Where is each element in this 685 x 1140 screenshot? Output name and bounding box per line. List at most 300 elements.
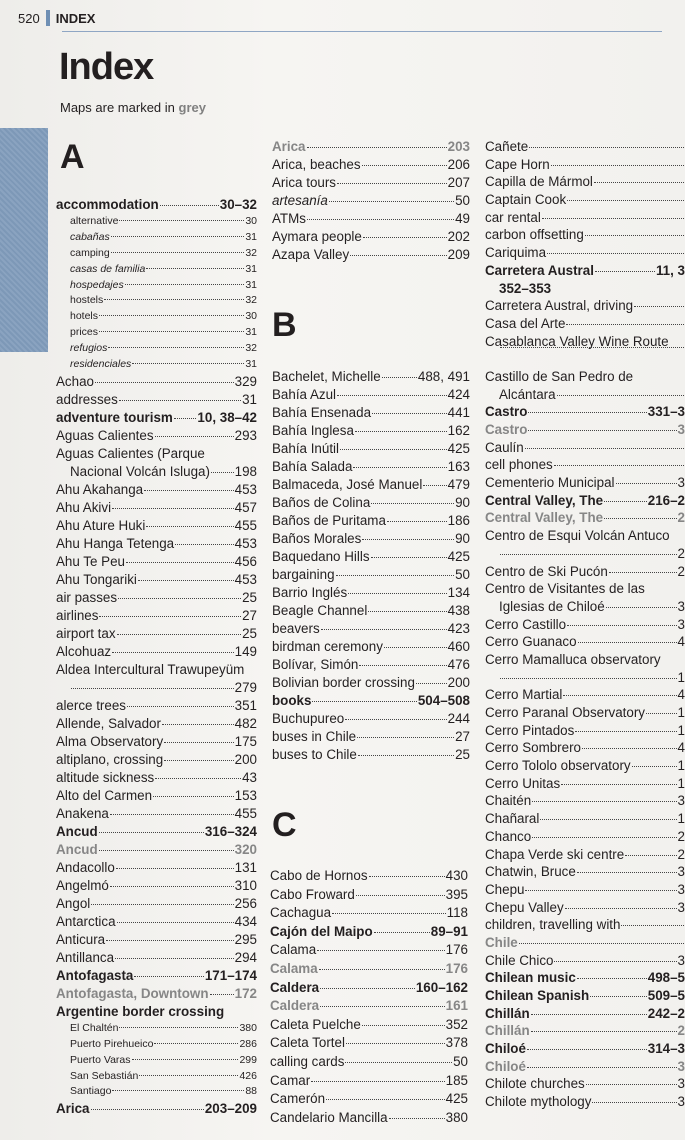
dot-leader	[384, 647, 447, 648]
entry-term: Chepu	[485, 881, 525, 897]
index-entry	[56, 643, 257, 661]
dot-leader	[604, 501, 647, 502]
entry-term: camping	[70, 246, 110, 259]
header-accent-bar	[46, 10, 50, 26]
entry-term: Cabo Froward	[270, 886, 355, 902]
index-entry	[272, 674, 470, 692]
entry-term: Cerro Pintados	[485, 722, 575, 738]
entry-term: Chilote churches	[485, 1076, 585, 1092]
entry-pages: 176	[445, 960, 468, 976]
entry-term: ATMs	[272, 211, 306, 226]
dot-leader	[144, 490, 234, 491]
index-entry	[485, 1005, 685, 1023]
entry-term: buses to Chile	[272, 747, 357, 762]
entry-term: Caleta Puelche	[270, 1016, 361, 1032]
index-entry	[270, 904, 468, 923]
entry-term: Alto del Carmen	[56, 787, 153, 803]
entry-term: Chañaral	[485, 811, 540, 827]
dot-leader	[632, 766, 677, 767]
dot-leader	[532, 801, 676, 802]
index-entry-continuation	[485, 386, 685, 404]
entry-term: bargaining	[272, 567, 335, 582]
index-entry	[272, 386, 470, 404]
entry-term: beavers	[272, 621, 320, 636]
dot-leader	[132, 363, 244, 364]
entry-term: Arica	[272, 139, 306, 154]
entry-pages: 310	[234, 877, 257, 893]
entry-pages: 352	[445, 1016, 468, 1032]
entry-term: Azapa Valley	[272, 247, 350, 262]
index-entry	[485, 899, 685, 917]
index-entry	[485, 209, 685, 227]
entry-term: Central Valley, The	[485, 492, 604, 508]
entry-pages: 31	[245, 262, 257, 275]
index-entry	[485, 297, 685, 315]
entry-pages: 3	[677, 1058, 685, 1074]
entry-term: Buchupureo	[272, 711, 345, 726]
dot-leader	[577, 978, 647, 979]
entry-pages: 203–209	[204, 1101, 257, 1117]
dot-leader	[595, 271, 655, 272]
entry-term: cell phones	[485, 457, 553, 473]
entry-pages: 31	[245, 326, 257, 339]
entry-term: Cabo de Hornos	[270, 868, 368, 883]
entry-pages: 3	[677, 598, 685, 614]
dot-leader	[592, 1102, 676, 1103]
entry-term: Antofagasta	[56, 967, 134, 983]
entry-term: refugios	[70, 342, 108, 355]
entry-term: Cerro Sombrero	[485, 740, 581, 756]
entry-pages: 380	[239, 1021, 257, 1034]
index-entry	[485, 262, 685, 280]
dot-leader	[345, 719, 446, 720]
dot-leader	[155, 436, 234, 437]
entry-pages: 161	[445, 998, 468, 1014]
index-entry-continuation	[485, 598, 685, 616]
entry-term: Chillán	[485, 1023, 530, 1039]
index-entry	[485, 916, 685, 934]
dot-leader	[382, 377, 417, 378]
index-entry	[485, 403, 685, 421]
entry-pages: 457	[234, 499, 257, 515]
index-entry	[270, 1090, 468, 1109]
dot-leader	[132, 1059, 239, 1060]
entry-term: Centro de Esqui Volcán Antuco	[485, 528, 670, 544]
index-entry	[272, 566, 470, 584]
entry-pages: 31	[245, 358, 257, 371]
entry-term: Bahía Inglesa	[272, 423, 354, 438]
entry-term: Iglesias de Chiloé	[499, 598, 605, 614]
entry-pages: 295	[234, 931, 257, 947]
entry-pages: 256	[234, 895, 257, 911]
dot-leader	[164, 742, 233, 743]
entry-term: Calama	[270, 942, 317, 958]
entry-pages: 172	[234, 985, 257, 1001]
index-entry	[272, 530, 470, 548]
index-entry	[56, 293, 257, 309]
entry-pages: 316–324	[204, 823, 257, 839]
index-entry	[56, 805, 257, 823]
entry-term: Chiloé	[485, 1041, 526, 1057]
index-entry	[485, 439, 685, 457]
entry-pages: 294	[234, 949, 257, 965]
index-column-1	[56, 196, 257, 1118]
index-entry	[485, 952, 685, 970]
dot-leader	[609, 572, 677, 573]
index-entry	[56, 697, 257, 715]
index-entry	[56, 499, 257, 517]
entry-term: hospedajes	[70, 278, 124, 291]
entry-pages: 3	[677, 475, 685, 491]
dot-leader	[326, 1099, 445, 1100]
entry-term: Angol	[56, 895, 91, 911]
entry-pages: 329	[234, 373, 257, 389]
dot-leader	[586, 1084, 677, 1085]
entry-pages: 171–174	[204, 967, 257, 983]
entry-term: Aguas Calientes	[56, 427, 154, 443]
entry-pages: 242–2	[647, 1005, 685, 1021]
entry-pages: 4	[677, 687, 685, 703]
entry-term: Alcohuaz	[56, 643, 112, 659]
index-entry	[56, 553, 257, 571]
index-entry	[485, 368, 685, 386]
entry-term: Antillanca	[56, 949, 115, 965]
index-entry	[485, 810, 685, 828]
dot-leader	[547, 253, 684, 254]
index-entry-continuation	[485, 280, 685, 298]
dot-leader	[646, 713, 677, 714]
entry-term: hotels	[70, 310, 99, 323]
index-entry	[485, 509, 685, 527]
entry-term: Cerro Guanaco	[485, 634, 577, 650]
entry-pages: 4	[677, 740, 685, 756]
entry-pages: 162	[447, 423, 470, 438]
entry-pages: 1	[677, 669, 685, 685]
entry-pages: 395	[445, 886, 468, 902]
entry-pages: 3	[677, 1076, 685, 1092]
dot-leader	[91, 1109, 204, 1110]
entry-term: alternative	[70, 215, 119, 227]
entry-term: Aymara people	[272, 229, 362, 244]
index-entry	[56, 877, 257, 895]
dot-leader	[340, 449, 447, 450]
index-entry	[272, 728, 470, 746]
dot-leader	[118, 598, 241, 599]
index-entry	[56, 262, 257, 278]
index-entry	[485, 1093, 685, 1111]
dot-leader	[160, 205, 219, 206]
entry-pages: 351	[234, 697, 257, 713]
dot-leader	[345, 1062, 452, 1063]
dot-leader	[353, 467, 446, 468]
dot-leader	[532, 837, 676, 838]
index-entry	[56, 931, 257, 949]
dot-leader	[356, 895, 445, 896]
entry-pages: 3	[677, 899, 685, 915]
entry-pages: 4	[677, 634, 685, 650]
entry-term: buses in Chile	[272, 729, 357, 744]
entry-term: Ahu Ature Huki	[56, 517, 146, 533]
entry-term: Cerro Unitas	[485, 775, 561, 791]
entry-pages: 482	[234, 715, 257, 731]
dot-leader	[423, 485, 446, 486]
subtitle-text: Maps are marked in	[60, 100, 179, 115]
entry-term: car rental	[485, 209, 541, 225]
index-entry	[56, 1053, 257, 1069]
entry-pages: 200	[447, 675, 470, 690]
dot-leader	[563, 695, 676, 696]
entry-term: Castro	[485, 422, 528, 437]
entry-term: Antofagasta, Downtown	[56, 985, 209, 1001]
entry-pages: 430	[445, 868, 468, 883]
dot-leader	[554, 465, 684, 466]
dot-leader	[106, 940, 234, 941]
entry-pages: 279	[234, 679, 257, 695]
index-entry	[485, 1040, 685, 1058]
entry-term: Capilla de Mármol	[485, 174, 593, 190]
index-entry	[56, 895, 257, 913]
entry-term: Ahu Akahanga	[56, 481, 144, 497]
index-entry	[56, 357, 257, 373]
dot-leader	[211, 472, 234, 473]
dot-leader	[577, 872, 677, 873]
entry-term: altiplano, crossing	[56, 751, 164, 767]
entry-pages: 455	[234, 805, 257, 821]
entry-term: Chapa Verde ski centre	[485, 846, 625, 862]
entry-pages: 134	[447, 585, 470, 600]
index-entry	[485, 881, 685, 899]
dot-leader	[119, 1027, 238, 1028]
entry-term: 352–353	[499, 280, 552, 296]
index-entry	[56, 607, 257, 625]
entry-term: Barrio Inglés	[272, 585, 348, 600]
index-entry	[272, 656, 470, 674]
index-entry	[270, 867, 468, 886]
entry-pages: 1	[677, 811, 685, 827]
index-entry	[56, 841, 257, 859]
entry-pages: 50	[455, 193, 470, 208]
entry-term: Arica, beaches	[272, 157, 361, 172]
entry-pages: 3	[677, 881, 685, 897]
dot-leader	[126, 562, 234, 563]
entry-pages: 32	[245, 294, 257, 307]
entry-term: Bahía Ensenada	[272, 405, 372, 420]
entry-term: Aguas Calientes (Parque	[56, 445, 205, 461]
index-entry	[485, 722, 685, 740]
index-entry	[270, 979, 468, 998]
dot-leader	[119, 400, 241, 401]
index-entry	[56, 1069, 257, 1085]
index-entry	[56, 481, 257, 499]
index-entry	[272, 156, 470, 174]
entry-pages: 320	[234, 841, 257, 857]
index-entry	[485, 456, 685, 474]
dot-leader	[71, 688, 234, 689]
index-entry-continuation	[485, 669, 685, 687]
entry-pages: 149	[234, 643, 257, 659]
entry-pages: 1	[677, 775, 685, 791]
index-entry	[56, 967, 257, 985]
entry-term: Puerto Pirehueico	[70, 1037, 154, 1050]
dot-leader	[575, 731, 676, 732]
entry-pages: 27	[242, 607, 257, 623]
section-name: INDEX	[55, 10, 96, 26]
dot-leader	[154, 1043, 238, 1044]
page-number: 520	[18, 10, 40, 26]
dot-leader	[357, 737, 454, 738]
entry-pages: 27	[455, 729, 470, 744]
dot-leader	[110, 814, 234, 815]
index-entry	[485, 1022, 685, 1040]
entry-pages: 2	[677, 510, 685, 526]
entry-pages: 118	[446, 905, 468, 921]
dot-leader	[146, 268, 244, 269]
index-entry	[270, 1053, 468, 1072]
index-entry	[56, 409, 257, 427]
entry-term: Centro de Ski Pucón	[485, 563, 608, 579]
index-entry	[485, 1075, 685, 1093]
entry-term: Baños Morales	[272, 531, 362, 546]
dot-leader	[307, 147, 447, 148]
entry-pages: 453	[234, 571, 257, 587]
dot-leader	[606, 607, 677, 608]
entry-pages: 425	[445, 1091, 468, 1107]
dot-leader	[359, 665, 446, 666]
dot-leader	[321, 629, 447, 630]
dot-leader	[146, 526, 233, 527]
entry-pages: 43	[242, 769, 257, 785]
entry-term: Camar	[270, 1072, 311, 1088]
dot-leader	[95, 382, 234, 383]
dot-leader	[117, 634, 242, 635]
dot-leader	[528, 412, 646, 413]
entry-pages: 2	[677, 545, 685, 561]
entry-pages: 30	[245, 310, 257, 323]
index-column-3	[485, 138, 685, 1111]
dot-leader	[567, 625, 676, 626]
entry-term: Puerto Varas	[70, 1053, 131, 1066]
entry-term: Cajón del Maipo	[270, 923, 373, 939]
dot-leader	[210, 994, 234, 995]
index-entry	[272, 494, 470, 512]
dot-leader	[311, 1081, 444, 1082]
dot-leader	[616, 483, 677, 484]
entry-term: adventure tourism	[56, 409, 173, 425]
entry-pages: 32	[245, 342, 257, 355]
index-entry	[270, 1072, 468, 1091]
index-entry	[270, 1109, 468, 1128]
index-entry	[272, 138, 470, 156]
entry-term: artesanía	[272, 193, 328, 208]
index-entry	[56, 196, 257, 214]
entry-pages: 244	[447, 711, 470, 726]
index-entry-continuation	[56, 463, 257, 481]
index-entry	[56, 949, 257, 967]
entry-term: Ahu Hanga Tetenga	[56, 535, 175, 551]
dot-leader	[346, 1043, 445, 1044]
entry-term: Baquedano Hills	[272, 549, 370, 564]
entry-pages: 11, 3	[655, 262, 685, 278]
entry-term: Andacollo	[56, 859, 115, 875]
entry-term: San Sebastián	[70, 1069, 139, 1082]
entry-term: Beagle Channel	[272, 603, 368, 618]
entry-term: Alma Observatory	[56, 733, 164, 749]
entry-pages: 438	[447, 603, 470, 618]
entry-term: Chiloé	[485, 1058, 526, 1074]
dot-leader	[127, 706, 234, 707]
letter-heading-c: C	[272, 806, 297, 844]
dot-leader	[112, 652, 234, 653]
index-entry	[56, 341, 257, 357]
entry-term: Casa del Arte	[485, 315, 566, 331]
thumb-tab	[0, 128, 48, 352]
entry-pages: 453	[234, 535, 257, 551]
entry-term: Anakena	[56, 805, 109, 821]
index-entry	[272, 174, 470, 192]
dot-leader	[320, 1006, 445, 1007]
dot-leader	[111, 236, 245, 237]
dot-leader	[337, 183, 447, 184]
dot-leader	[529, 147, 684, 148]
dot-leader	[371, 503, 454, 504]
entry-term: birdman ceremony	[272, 639, 383, 654]
entry-pages: 299	[239, 1053, 257, 1066]
index-entry	[485, 138, 685, 156]
entry-term: Chanco	[485, 828, 532, 844]
entry-term: accommodation	[56, 197, 159, 212]
index-entry	[485, 846, 685, 864]
entry-term: Captain Cook	[485, 192, 567, 208]
dot-leader	[332, 913, 446, 914]
dot-leader	[567, 200, 684, 201]
entry-pages: 30–32	[219, 197, 257, 212]
index-entry	[56, 733, 257, 751]
index-entry	[56, 427, 257, 445]
index-entry	[485, 863, 685, 881]
entry-term: Ahu Te Peu	[56, 553, 125, 569]
entry-pages: 2	[677, 563, 685, 579]
entry-pages: 498–5	[647, 970, 685, 986]
entry-term: Carretera Austral, driving	[485, 298, 634, 314]
letter-heading-b: B	[272, 306, 297, 344]
entry-pages: 131	[234, 859, 257, 875]
index-entry	[485, 616, 685, 634]
dot-leader	[566, 324, 684, 325]
dot-leader	[528, 430, 676, 431]
entry-pages: 10, 38–42	[197, 409, 257, 425]
index-entry	[485, 739, 685, 757]
entry-pages: 153	[234, 787, 257, 803]
entry-pages: 198	[234, 463, 257, 479]
entry-term: addresses	[56, 391, 118, 407]
entry-pages: 209	[447, 247, 470, 262]
index-entry	[485, 987, 685, 1005]
entry-term: Cerro Castillo	[485, 616, 567, 632]
entry-pages: 50	[455, 567, 470, 582]
dot-leader	[99, 315, 244, 316]
entry-term: Chilean music	[485, 970, 576, 986]
index-entry	[272, 584, 470, 602]
dot-leader	[582, 748, 677, 749]
dot-leader	[155, 778, 241, 779]
entry-pages: 425	[447, 441, 470, 456]
index-entry	[56, 985, 257, 1003]
dot-leader	[525, 890, 676, 891]
dot-leader	[527, 1067, 677, 1068]
index-entry	[56, 787, 257, 805]
entry-pages: 1	[677, 722, 685, 738]
index-entry	[485, 633, 685, 651]
